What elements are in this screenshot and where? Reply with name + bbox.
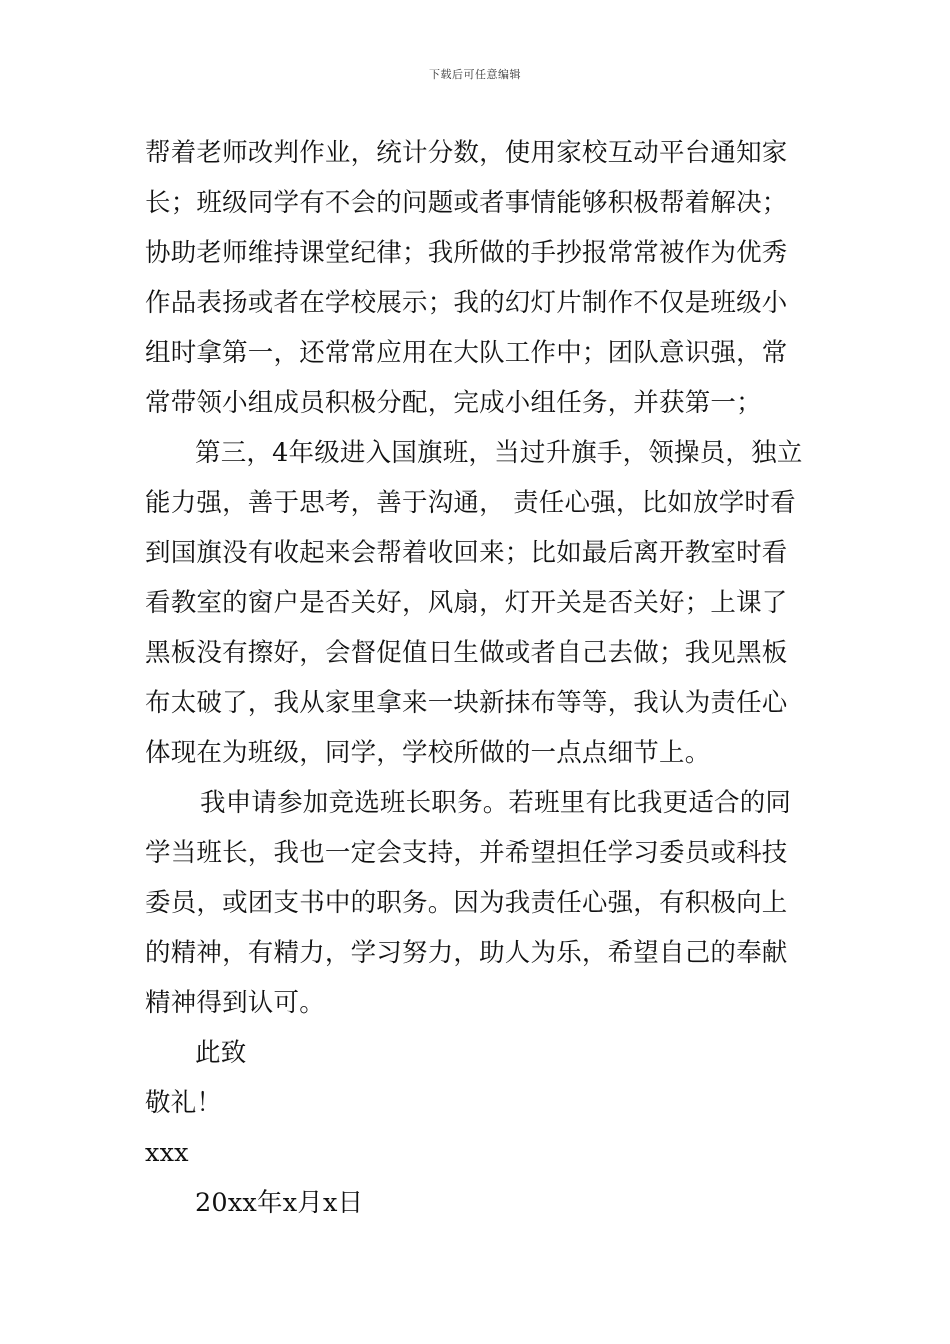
text-line: 的精神，有精力，学习努力，助人为乐，希望自己的奉献 xyxy=(145,938,788,968)
closing-regards: 敬礼！ xyxy=(145,1088,223,1118)
closing-salutation: 此致 xyxy=(195,1038,247,1068)
text-line: 组时拿第一，还常常应用在大队工作中；团队意识强，常 xyxy=(145,338,788,368)
text-line: 学当班长，我也一定会支持，并希望担任学习委员或科技 xyxy=(145,838,788,868)
text-line: 帮着老师改判作业，统计分数，使用家校互动平台通知家 xyxy=(145,138,788,168)
text-line: 协助老师维持课堂纪律；我所做的手抄报常常被作为优秀 xyxy=(145,238,788,268)
text-line: 精神得到认可。 xyxy=(145,988,325,1018)
paragraph-start-line: 第三，4年级进入国旗班，当过升旗手，领操员，独立 xyxy=(195,438,803,468)
signature-name: xxx xyxy=(145,1138,189,1168)
text-line: 常带领小组成员积极分配，完成小组任务，并获第一； xyxy=(145,388,762,418)
text-line: 作品表扬或者在学校展示；我的幻灯片制作不仅是班级小 xyxy=(145,288,788,318)
text-line: 看教室的窗户是否关好，风扇，灯开关是否关好；上课了 xyxy=(145,588,788,618)
text-line: 长；班级同学有不会的问题或者事情能够积极帮着解决； xyxy=(145,188,788,218)
text-line: 黑板没有擦好，会督促值日生做或者自己去做；我见黑板 xyxy=(145,638,788,668)
text-line: 委员，或团支书中的职务。因为我责任心强，有积极向上 xyxy=(145,888,788,918)
letter-body xyxy=(145,128,810,1228)
signature-date: 20xx年x月x日 xyxy=(195,1188,364,1218)
header-note: 下载后可任意编辑 xyxy=(429,68,521,81)
text-line: 布太破了，我从家里拿来一块新抹布等等，我认为责任心 xyxy=(145,688,788,718)
text-line: 到国旗没有收起来会帮着收回来；比如最后离开教室时看 xyxy=(145,538,788,568)
text-line: 能力强，善于思考，善于沟通， 责任心强，比如放学时看 xyxy=(145,488,796,518)
text-line: 体现在为班级，同学，学校所做的一点点细节上。 xyxy=(145,738,711,768)
paragraph-start-line: 我申请参加竞选班长职务。若班里有比我更适合的同 xyxy=(200,788,792,818)
